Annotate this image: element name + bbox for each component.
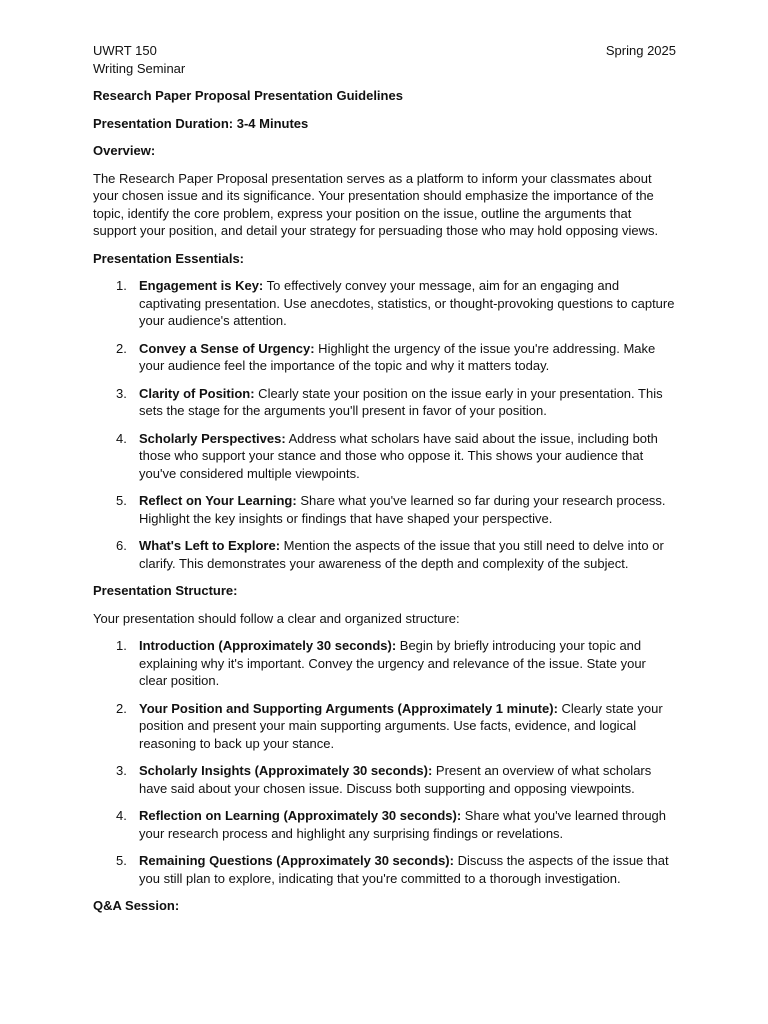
overview-heading: Overview:: [93, 143, 156, 158]
list-item-number: 2.: [116, 340, 127, 356]
list-item: [93, 637, 676, 690]
list-item-text: Clearly state your position on the issue early in your presentation. This sets the stage for the arguments you'll present in favor of your position.: [139, 385, 663, 418]
list-item: [93, 340, 676, 375]
overview-paragraph: The Research Paper Proposal presentation serves as a platform to inform your classmates about your chosen issue and its significance. Your presentation should emphasize the importance of the topic, identify the core problem, express your position on the issue, outline the arguments that support your position, and detail your strategy for persuading those who may hold opposing views.: [93, 170, 659, 238]
list-item-number: 3.: [116, 763, 127, 778]
list-item-number: 6.: [116, 538, 127, 553]
duration-heading: Presentation Duration: 3-4 Minutes: [93, 115, 309, 131]
list-item-title: What's Left to Explore:: [139, 538, 281, 553]
list-item-title: Scholarly Insights (Approximately 30 seconds):: [139, 763, 433, 778]
term: Spring 2025: [605, 43, 676, 58]
list-item: [93, 277, 676, 330]
list-item-title: Your Position and Supporting Arguments (Approximately 1 minute):: [139, 700, 558, 716]
list-item-text: Share what you've learned through your research process and highlight any surprising findings or revelations.: [139, 808, 667, 841]
structure-heading: Presentation Structure:: [93, 583, 238, 598]
structure-intro: Your presentation should follow a clear and organized structure:: [93, 610, 460, 626]
course-name: Writing Seminar: [93, 60, 186, 76]
list-item: [93, 537, 676, 572]
list-item: [93, 700, 676, 753]
list-item-title: Scholarly Perspectives:: [139, 430, 286, 446]
list-item: [93, 430, 676, 483]
list-item-text: Present an overview of what scholars have said about your chosen issue. Discuss both supporting and opposing viewpoints.: [139, 763, 652, 796]
list-item-number: 4.: [116, 430, 127, 446]
course-code: UWRT 150: [93, 43, 157, 58]
structure-list: [93, 637, 676, 887]
list-item-number: 1.: [116, 638, 127, 653]
list-item-number: 5.: [116, 853, 127, 868]
list-item-text: Highlight the urgency of the issue you're addressing. Make your audience feel the importance of the topic and why it matters today.: [139, 340, 656, 373]
list-item: [93, 852, 676, 887]
list-item: [93, 807, 676, 842]
list-item-title: Reflect on Your Learning:: [139, 493, 297, 508]
list-item-number: 3.: [116, 385, 127, 401]
list-item-text: Address what scholars have said about the issue, including both those who support your stance and those who oppose it. This shows your audience that you've considered multiple viewpoints.: [139, 430, 658, 481]
document-title: Research Paper Proposal Presentation Guidelines: [93, 88, 403, 103]
list-item-title: Remaining Questions (Approximately 30 seconds):: [139, 853, 454, 868]
list-item-number: 4.: [116, 808, 127, 823]
essentials-heading: Presentation Essentials:: [93, 250, 244, 266]
list-item-text: To effectively convey your message, aim for an engaging and captivating presentation. Use anecdotes, statistics, or thought-provoking questions to capture your audience's attention.: [139, 278, 675, 328]
document-header: [93, 42, 676, 77]
list-item: [93, 492, 676, 527]
list-item: [93, 762, 676, 797]
list-item: [93, 385, 676, 420]
list-item-title: Convey a Sense of Urgency:: [139, 340, 315, 356]
list-item-number: 2.: [116, 700, 127, 716]
essentials-list: [93, 277, 676, 572]
list-item-title: Clarity of Position:: [139, 385, 255, 401]
list-item-number: 1.: [116, 278, 127, 293]
list-item-text: Begin by briefly introducing your topic and explaining why it's important. Convey the urgency and relevance of the issue. State your clear position.: [139, 638, 646, 688]
list-item-text: Share what you've learned so far during your research process. Highlight the key insights or findings that have shaped your perspective.: [139, 493, 666, 526]
list-item-title: Introduction (Approximately 30 seconds):: [139, 638, 397, 653]
list-item-text: Discuss the aspects of the issue that you still plan to explore, indicating that you're committed to a thorough investigation.: [139, 853, 669, 886]
list-item-title: Reflection on Learning (Approximately 30 seconds):: [139, 808, 462, 823]
list-item-text: Mention the aspects of the issue that you still need to delve into or clarify. This demonstrates your awareness of the depth and complexity of the subject.: [139, 538, 664, 571]
qa-heading: Q&A Session:: [93, 898, 180, 913]
list-item-number: 5.: [116, 493, 127, 508]
list-item-text: Clearly state your position and present your main supporting arguments. Use facts, evidence, and logical reasoning to back up your stance.: [139, 700, 663, 751]
document-page: [93, 42, 676, 915]
list-item-title: Engagement is Key:: [139, 278, 264, 293]
